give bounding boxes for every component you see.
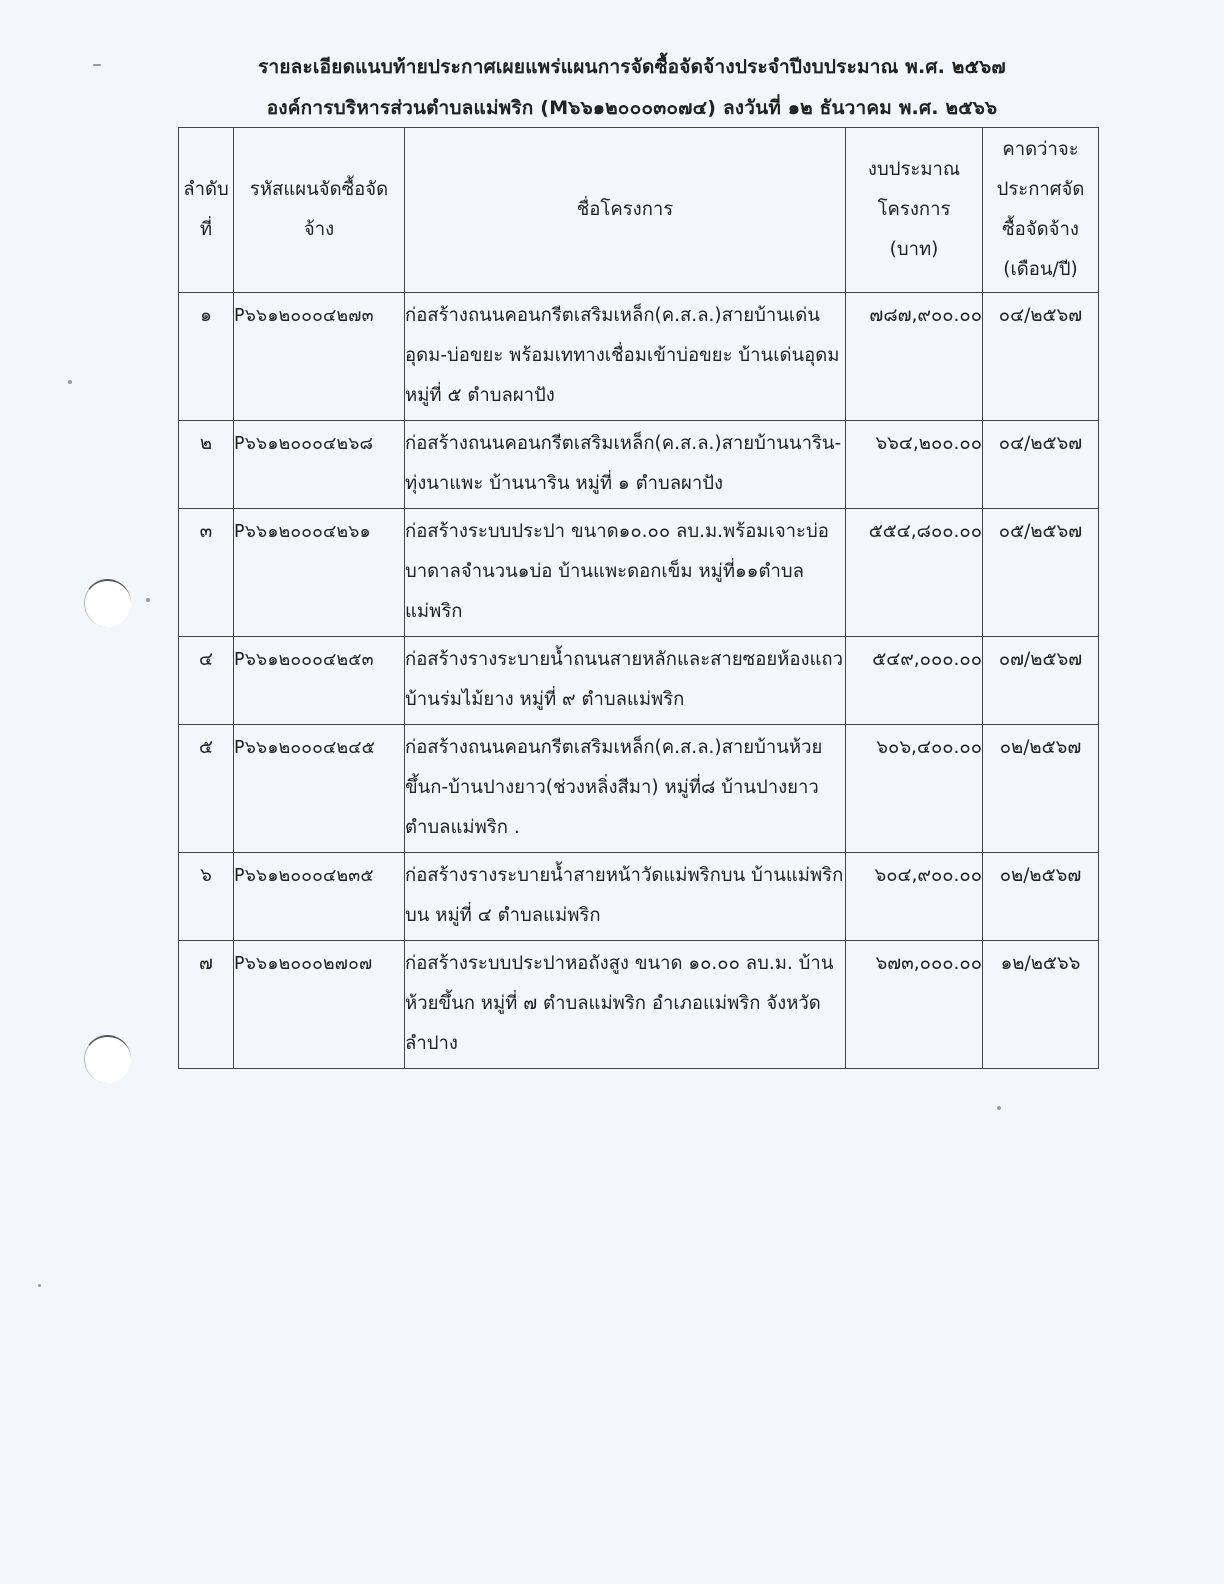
plan-code: P๖๖๑๒๐๐๐๔๒๖๑ bbox=[234, 509, 405, 637]
table-row bbox=[179, 853, 1099, 941]
project-name: ก่อสร้างถนนคอนกรีตเสริมเหล็ก(ค.ส.ล.)สายบ้านห้วยขึ้นก-บ้านปางยาว(ช่วงหลิ่งสีมา) หมู่ที่๘ บ้านปางยาว ตำบลแม่พริก . bbox=[405, 725, 846, 853]
scan-speck bbox=[93, 64, 101, 66]
announce-date: ๐๒/๒๕๖๗ bbox=[983, 725, 1099, 853]
plan-code: P๖๖๑๒๐๐๐๔๒๕๓ bbox=[234, 637, 405, 725]
header-name: ชื่อโครงการ bbox=[405, 128, 846, 293]
row-number: ๑ bbox=[179, 293, 234, 421]
header-date: คาดว่าจะประกาศจัดซื้อจัดจ้าง (เดือน/ปี) bbox=[983, 128, 1099, 293]
project-name: ก่อสร้างรางระบายน้ำสายหน้าวัดแม่พริกบน บ้านแม่พริกบน หมู่ที่ ๔ ตำบลแม่พริก bbox=[405, 853, 846, 941]
table-header-row bbox=[179, 128, 1099, 293]
scan-speck bbox=[38, 1284, 41, 1287]
table-row bbox=[179, 725, 1099, 853]
table-row bbox=[179, 637, 1099, 725]
announce-date: ๑๒/๒๕๖๖ bbox=[983, 941, 1099, 1069]
project-budget: ๖๗๓,๐๐๐.๐๐ bbox=[846, 941, 983, 1069]
project-budget: ๖๐๔,๙๐๐.๐๐ bbox=[846, 853, 983, 941]
header-code: รหัสแผนจัดซื้อจัดจ้าง bbox=[234, 128, 405, 293]
scan-speck bbox=[146, 598, 150, 602]
hole-punch bbox=[84, 1035, 131, 1083]
announce-date: ๐๒/๒๕๖๗ bbox=[983, 853, 1099, 941]
row-number: ๗ bbox=[179, 941, 234, 1069]
plan-code: P๖๖๑๒๐๐๐๔๒๓๕ bbox=[234, 853, 405, 941]
scan-speck bbox=[997, 1106, 1001, 1110]
document-title-line2: องค์การบริหารส่วนตำบลแม่พริก (M๖๖๑๒๐๐๐๓๐๗๔) ลงวันที่ ๑๒ ธันวาคม พ.ศ. ๒๕๖๖ bbox=[266, 97, 998, 119]
header-budget: งบประมาณโครงการ (บาท) bbox=[846, 128, 983, 293]
table-row bbox=[179, 509, 1099, 637]
plan-code: P๖๖๑๒๐๐๐๔๒๖๘ bbox=[234, 421, 405, 509]
project-budget: ๖๐๖,๔๐๐.๐๐ bbox=[846, 725, 983, 853]
plan-code: P๖๖๑๒๐๐๐๒๗๐๗ bbox=[234, 941, 405, 1069]
table-row bbox=[179, 941, 1099, 1069]
row-number: ๒ bbox=[179, 421, 234, 509]
hole-punch bbox=[84, 579, 131, 627]
project-name: ก่อสร้างรางระบายน้ำถนนสายหลักและสายซอยห้องแถวบ้านร่มไม้ยาง หมู่ที่ ๙ ตำบลแม่พริก bbox=[405, 637, 846, 725]
project-name: ก่อสร้างถนนคอนกรีตเสริมเหล็ก(ค.ส.ล.)สายบ้านนาริน-ทุ่งนาแพะ บ้านนาริน หมู่ที่ ๑ ตำบลผาปัง bbox=[405, 421, 846, 509]
announce-date: ๐๔/๒๕๖๗ bbox=[983, 293, 1099, 421]
row-number: ๓ bbox=[179, 509, 234, 637]
plan-code: P๖๖๑๒๐๐๐๔๒๔๕ bbox=[234, 725, 405, 853]
procurement-plan-table bbox=[178, 127, 1099, 1069]
project-budget: ๗๘๗,๙๐๐.๐๐ bbox=[846, 293, 983, 421]
project-name: ก่อสร้างระบบประปา ขนาด๑๐.๐๐ ลบ.ม.พร้อมเจาะบ่อบาดาลจำนวน๑บ่อ บ้านแพะดอกเข็ม หมู่ที่๑๑ตำบลแม่พริก bbox=[405, 509, 846, 637]
announce-date: ๐๔/๒๕๖๗ bbox=[983, 421, 1099, 509]
project-name: ก่อสร้างถนนคอนกรีตเสริมเหล็ก(ค.ส.ล.)สายบ้านเด่นอุดม-บ่อขยะ พร้อมเททางเชื่อมเข้าบ่อขยะ บ้านเด่นอุดม หมู่ที่ ๕ ตำบลผาปัง bbox=[405, 293, 846, 421]
row-number: ๔ bbox=[179, 637, 234, 725]
project-budget: ๖๖๔,๒๐๐.๐๐ bbox=[846, 421, 983, 509]
row-number: ๕ bbox=[179, 725, 234, 853]
project-budget: ๕๕๔,๘๐๐.๐๐ bbox=[846, 509, 983, 637]
table-row bbox=[179, 293, 1099, 421]
document-title-line1: รายละเอียดแนบท้ายประกาศเผยแพร่แผนการจัดซื้อจัดจ้างประจำปีงบประมาณ พ.ศ. ๒๕๖๗ bbox=[258, 56, 1006, 78]
plan-code: P๖๖๑๒๐๐๐๔๒๗๓ bbox=[234, 293, 405, 421]
project-name: ก่อสร้างระบบประปาหอถังสูง ขนาด ๑๐.๐๐ ลบ.ม. บ้านห้วยขึ้นก หมู่ที่ ๗ ตำบลแม่พริก อำเภอแม่พริก จังหวัดลำปาง bbox=[405, 941, 846, 1069]
row-number: ๖ bbox=[179, 853, 234, 941]
project-budget: ๕๔๙,๐๐๐.๐๐ bbox=[846, 637, 983, 725]
scan-speck bbox=[68, 380, 72, 384]
announce-date: ๐๗/๒๕๖๗ bbox=[983, 637, 1099, 725]
announce-date: ๐๕/๒๕๖๗ bbox=[983, 509, 1099, 637]
header-no: ลำดับที่ bbox=[179, 128, 234, 293]
table-row bbox=[179, 421, 1099, 509]
